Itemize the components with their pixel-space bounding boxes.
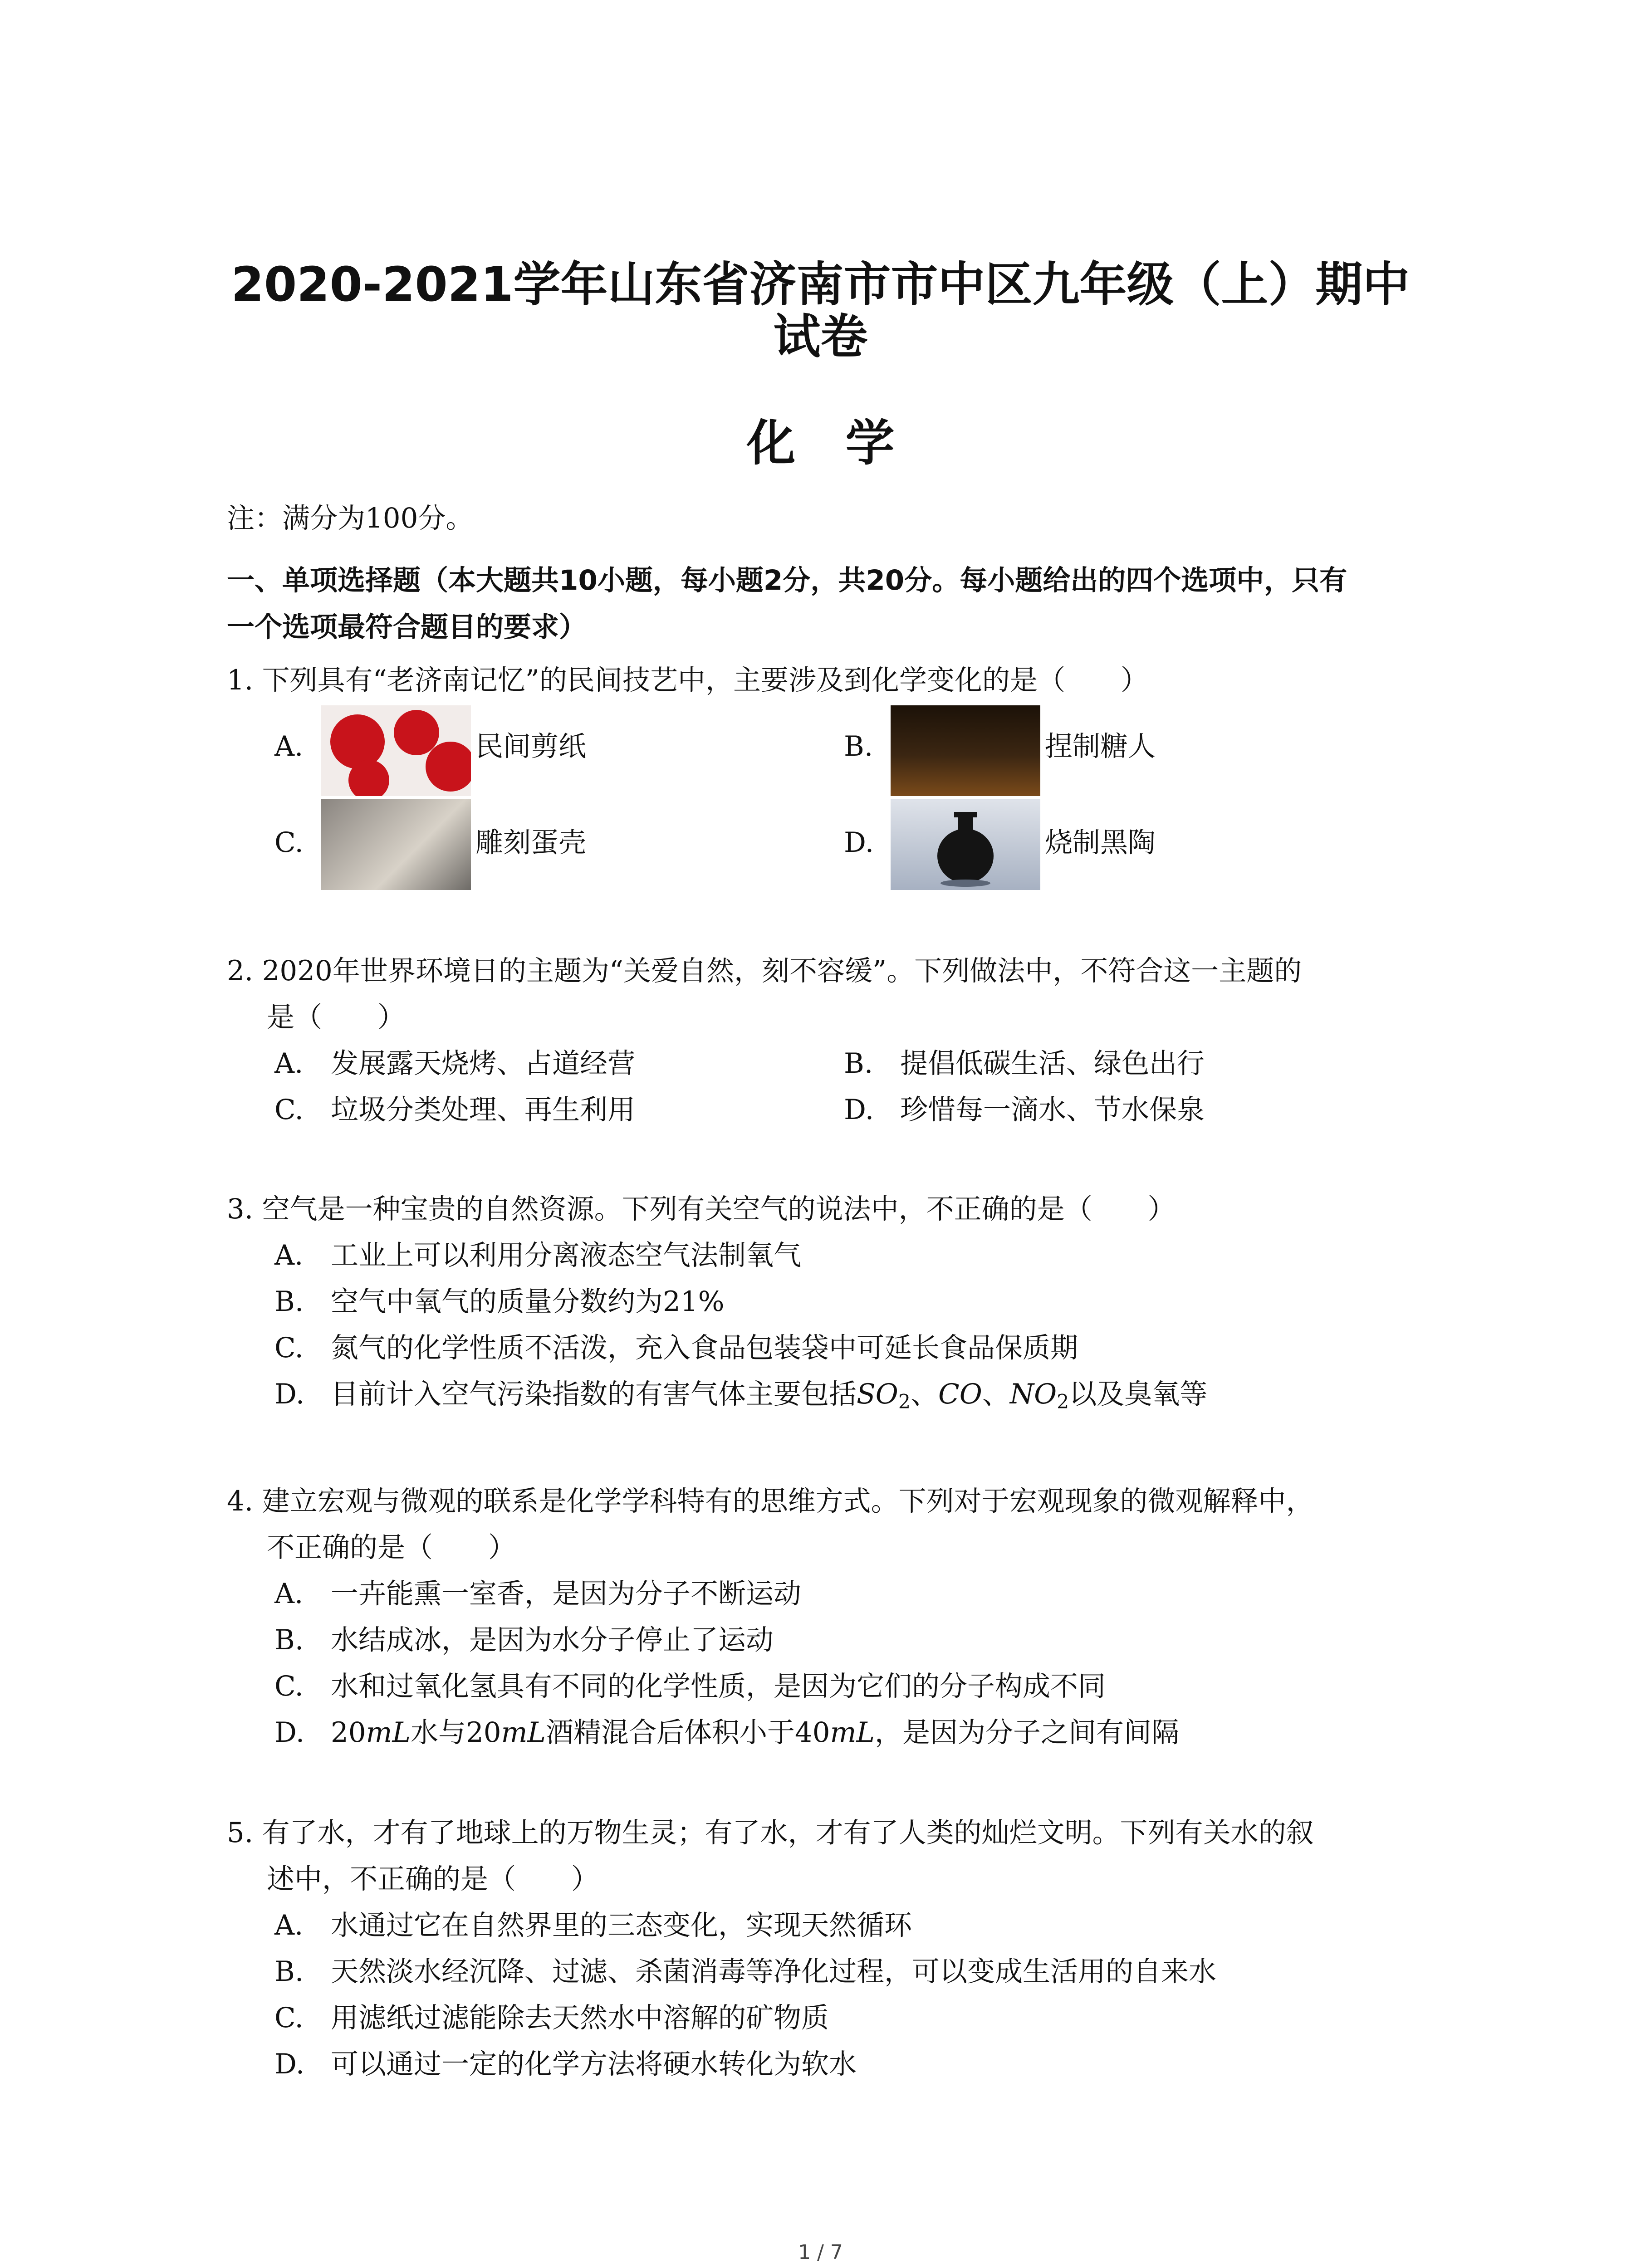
q2-option-d[interactable] bbox=[844, 1093, 1205, 1127]
q5-option-b[interactable] bbox=[274, 1955, 1216, 1989]
option-text: 酒精混合后体积小于 bbox=[545, 1716, 795, 1749]
black-vase-icon bbox=[891, 799, 1040, 890]
option-label: C. bbox=[274, 1094, 304, 1126]
option-label: D. bbox=[844, 1094, 874, 1126]
option-label: A. bbox=[274, 1047, 304, 1080]
separator: 、 bbox=[911, 1378, 939, 1410]
section-heading-line1: 一、单项选择题（本大题共10小题，每小题2分，共20分。每小题给出的四个选项中，只有 bbox=[227, 564, 1347, 596]
q2-option-a[interactable] bbox=[274, 1046, 635, 1081]
option-label: C. bbox=[274, 826, 304, 859]
volume-unit: mL bbox=[366, 1716, 411, 1749]
q1-option-a-text: 民间剪纸 bbox=[475, 730, 587, 763]
formula-subscript: 2 bbox=[1057, 1390, 1069, 1413]
option-label: B. bbox=[844, 730, 873, 763]
option-text: 提倡低碳生活、绿色出行 bbox=[900, 1047, 1205, 1080]
question-4-stem-line1: 4. 建立宏观与微观的联系是化学学科特有的思维方式。下列对于宏观现象的微观解释中， bbox=[227, 1485, 1314, 1517]
option-label: D. bbox=[274, 2048, 305, 2080]
question-5-stem-line1: 5. 有了水，才有了地球上的万物生灵；有了水，才有了人类的灿烂文明。下列有关水的叙 bbox=[227, 1817, 1314, 1849]
q1-option-b[interactable] bbox=[844, 729, 873, 764]
option-text: 工业上可以利用分离液态空气法制氧气 bbox=[331, 1239, 802, 1271]
option-label: C. bbox=[274, 1670, 304, 1702]
volume-number: 40 bbox=[795, 1716, 830, 1749]
page-number: 1 / 7 bbox=[798, 2241, 843, 2264]
option-label: A. bbox=[274, 1239, 304, 1271]
question-3-stem: 3. 空气是一种宝贵的自然资源。下列有关空气的说法中，不正确的是（ ） bbox=[227, 1193, 1176, 1225]
option-label: C. bbox=[274, 1332, 304, 1364]
q5-option-d[interactable] bbox=[274, 2047, 857, 2082]
option-text: 目前计入空气污染指数的有害气体主要包括 bbox=[331, 1378, 857, 1410]
option-text: 用滤纸过滤能除去天然水中溶解的矿物质 bbox=[331, 2002, 829, 2034]
volume-number: 20 bbox=[331, 1716, 366, 1749]
option-label: A. bbox=[274, 730, 304, 763]
q3-option-b[interactable] bbox=[274, 1285, 725, 1319]
volume-unit: mL bbox=[501, 1716, 546, 1749]
q1-option-a[interactable] bbox=[274, 729, 303, 764]
formula-no2 bbox=[1010, 1378, 1057, 1410]
q5-option-a[interactable] bbox=[274, 1908, 912, 1943]
option-text: 一卉能熏一室香，是因为分子不断运动 bbox=[331, 1578, 802, 1610]
option-label: A. bbox=[274, 1578, 304, 1610]
option-label: D. bbox=[274, 1378, 305, 1410]
q1-option-b-text: 捏制糖人 bbox=[1045, 730, 1156, 763]
exam-title-line1: 2020-2021学年山东省济南市市中区九年级（上）期中 bbox=[231, 257, 1410, 312]
q3-option-d[interactable] bbox=[274, 1377, 1207, 1419]
q4-option-a[interactable] bbox=[274, 1577, 801, 1611]
q1-option-d-text: 烧制黑陶 bbox=[1045, 826, 1156, 859]
volume-number: 20 bbox=[466, 1716, 501, 1749]
q4-option-d[interactable] bbox=[274, 1716, 1179, 1750]
option-label: D. bbox=[844, 826, 874, 859]
q4-option-b[interactable] bbox=[274, 1623, 774, 1657]
option-text: ，是因为分子之间有间隔 bbox=[874, 1716, 1179, 1749]
question-4-stem-line2: 不正确的是（ ） bbox=[267, 1531, 516, 1564]
question-2-stem-line2: 是（ ） bbox=[267, 1001, 406, 1033]
paper-cutting-image bbox=[321, 705, 471, 796]
option-label: A. bbox=[274, 1909, 304, 1941]
formula-so2 bbox=[857, 1378, 898, 1410]
separator: 、 bbox=[982, 1378, 1010, 1410]
exam-title-line2: 试卷 bbox=[773, 309, 868, 364]
option-label: B. bbox=[274, 1624, 304, 1656]
option-text: 水通过它在自然界里的三态变化，实现天然循环 bbox=[331, 1909, 912, 1941]
option-label: B. bbox=[274, 1955, 304, 1988]
formula-symbol: NO bbox=[1009, 1378, 1057, 1410]
formula-subscript: 2 bbox=[898, 1390, 911, 1413]
q3-option-c[interactable] bbox=[274, 1331, 1078, 1365]
question-2-stem-line1: 2. 2020年世界环境日的主题为“关爱自然，刻不容缓”。下列做法中，不符合这一主题的 bbox=[227, 955, 1302, 987]
q1-option-c-text: 雕刻蛋壳 bbox=[475, 826, 587, 859]
option-label: C. bbox=[274, 2002, 304, 2034]
option-label: B. bbox=[274, 1286, 304, 1318]
option-text: 氮气的化学性质不活泼，充入食品包装袋中可延长食品保质期 bbox=[331, 1332, 1078, 1364]
option-label: B. bbox=[844, 1047, 873, 1080]
eggshell-carving-image bbox=[321, 799, 471, 890]
option-label: D. bbox=[274, 1716, 305, 1749]
option-text: 水和过氧化氢具有不同的化学性质，是因为它们的分子构成不同 bbox=[331, 1670, 1106, 1702]
q4-option-c[interactable] bbox=[274, 1669, 1106, 1704]
option-text: 垃圾分类处理、再生利用 bbox=[331, 1094, 636, 1126]
option-text-tail: 以及臭氧等 bbox=[1069, 1378, 1208, 1410]
q1-option-c[interactable] bbox=[274, 826, 304, 860]
option-text: 天然淡水经沉降、过滤、杀菌消毒等净化过程，可以变成生活用的自来水 bbox=[331, 1955, 1217, 1988]
option-text: 空气中氧气的质量分数约为21% bbox=[331, 1286, 725, 1318]
option-text: 可以通过一定的化学方法将硬水转化为软水 bbox=[331, 2048, 857, 2080]
q2-option-b[interactable] bbox=[844, 1046, 1205, 1081]
formula-co: CO bbox=[938, 1378, 982, 1410]
black-pottery-image bbox=[891, 799, 1040, 890]
q1-option-d[interactable] bbox=[844, 826, 874, 860]
option-text: 发展露天烧烤、占道经营 bbox=[331, 1047, 636, 1080]
formula-symbol: SO bbox=[857, 1378, 898, 1410]
question-1-stem: 1. 下列具有“老济南记忆”的民间技艺中，主要涉及到化学变化的是（ ） bbox=[227, 664, 1148, 696]
question-5-stem-line2: 述中，不正确的是（ ） bbox=[267, 1863, 599, 1895]
sugar-figure-image bbox=[891, 705, 1040, 796]
q2-option-c[interactable] bbox=[274, 1093, 635, 1127]
option-text: 珍惜每一滴水、节水保泉 bbox=[900, 1094, 1205, 1126]
score-note: 注：满分为100分。 bbox=[227, 502, 474, 534]
q5-option-c[interactable] bbox=[274, 2001, 829, 2035]
q3-option-a[interactable] bbox=[274, 1238, 801, 1273]
option-text: 水与 bbox=[410, 1716, 466, 1749]
option-text: 水结成冰，是因为水分子停止了运动 bbox=[331, 1624, 774, 1656]
volume-unit: mL bbox=[830, 1716, 875, 1749]
section-heading-line2: 一个选项最符合题目的要求） bbox=[227, 611, 587, 643]
subject-title: 化学 bbox=[746, 415, 945, 472]
